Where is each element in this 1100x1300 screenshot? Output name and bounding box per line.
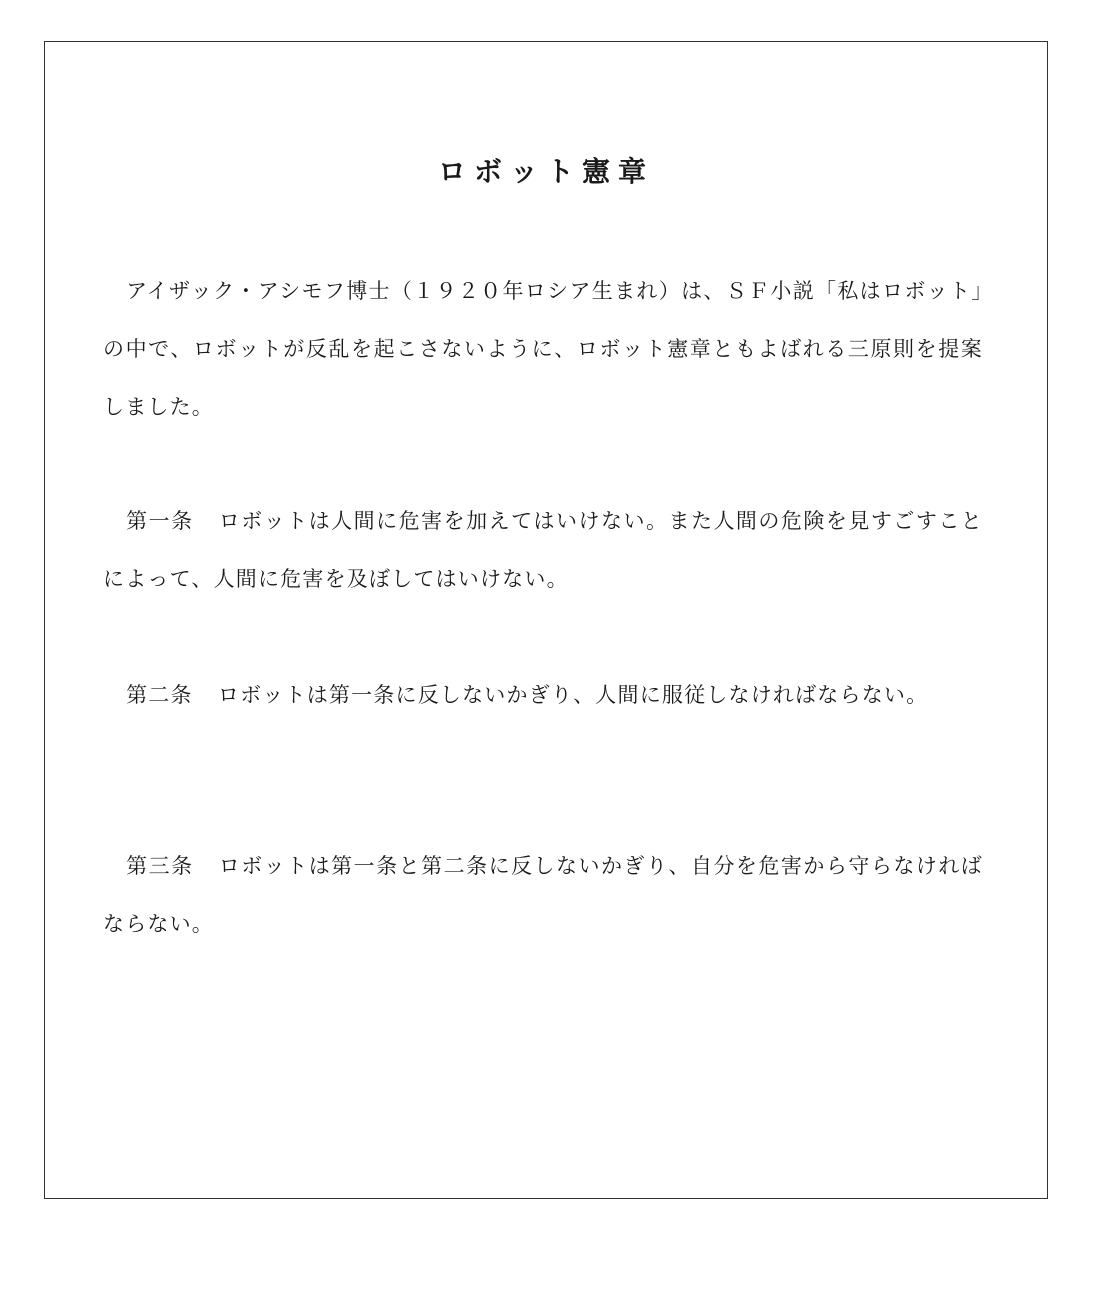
intro-paragraph: アイザック・アシモフ博士（１９２０年ロシア生まれ）は、ＳＦ小説「私はロボット」の中で、ロボットが反乱を起こさないように、ロボット憲章ともよばれる三原則を提案しました。 (103, 279, 983, 419)
document-frame (44, 41, 1048, 1199)
article-1-label: 第一条 (126, 509, 194, 533)
article-2-label: 第二条 (126, 683, 193, 707)
article-3-text: ロボットは第一条と第二条に反しないかぎり、自分を危害から守らなければならない。 (103, 854, 983, 936)
article-3 (103, 837, 983, 953)
article-2-text: ロボットは第一条に反しないかぎり、人間に服従しなければならない。 (217, 683, 929, 707)
article-2 (103, 666, 983, 724)
document-title: ロボット憲章 (437, 155, 654, 188)
article-1 (103, 492, 983, 608)
article-1-text: ロボットは人間に危害を加えてはいけない。また人間の危険を見すごすことによって、人間に危害を及ぼしてはいけない。 (103, 509, 983, 591)
article-3-label: 第三条 (126, 854, 194, 878)
